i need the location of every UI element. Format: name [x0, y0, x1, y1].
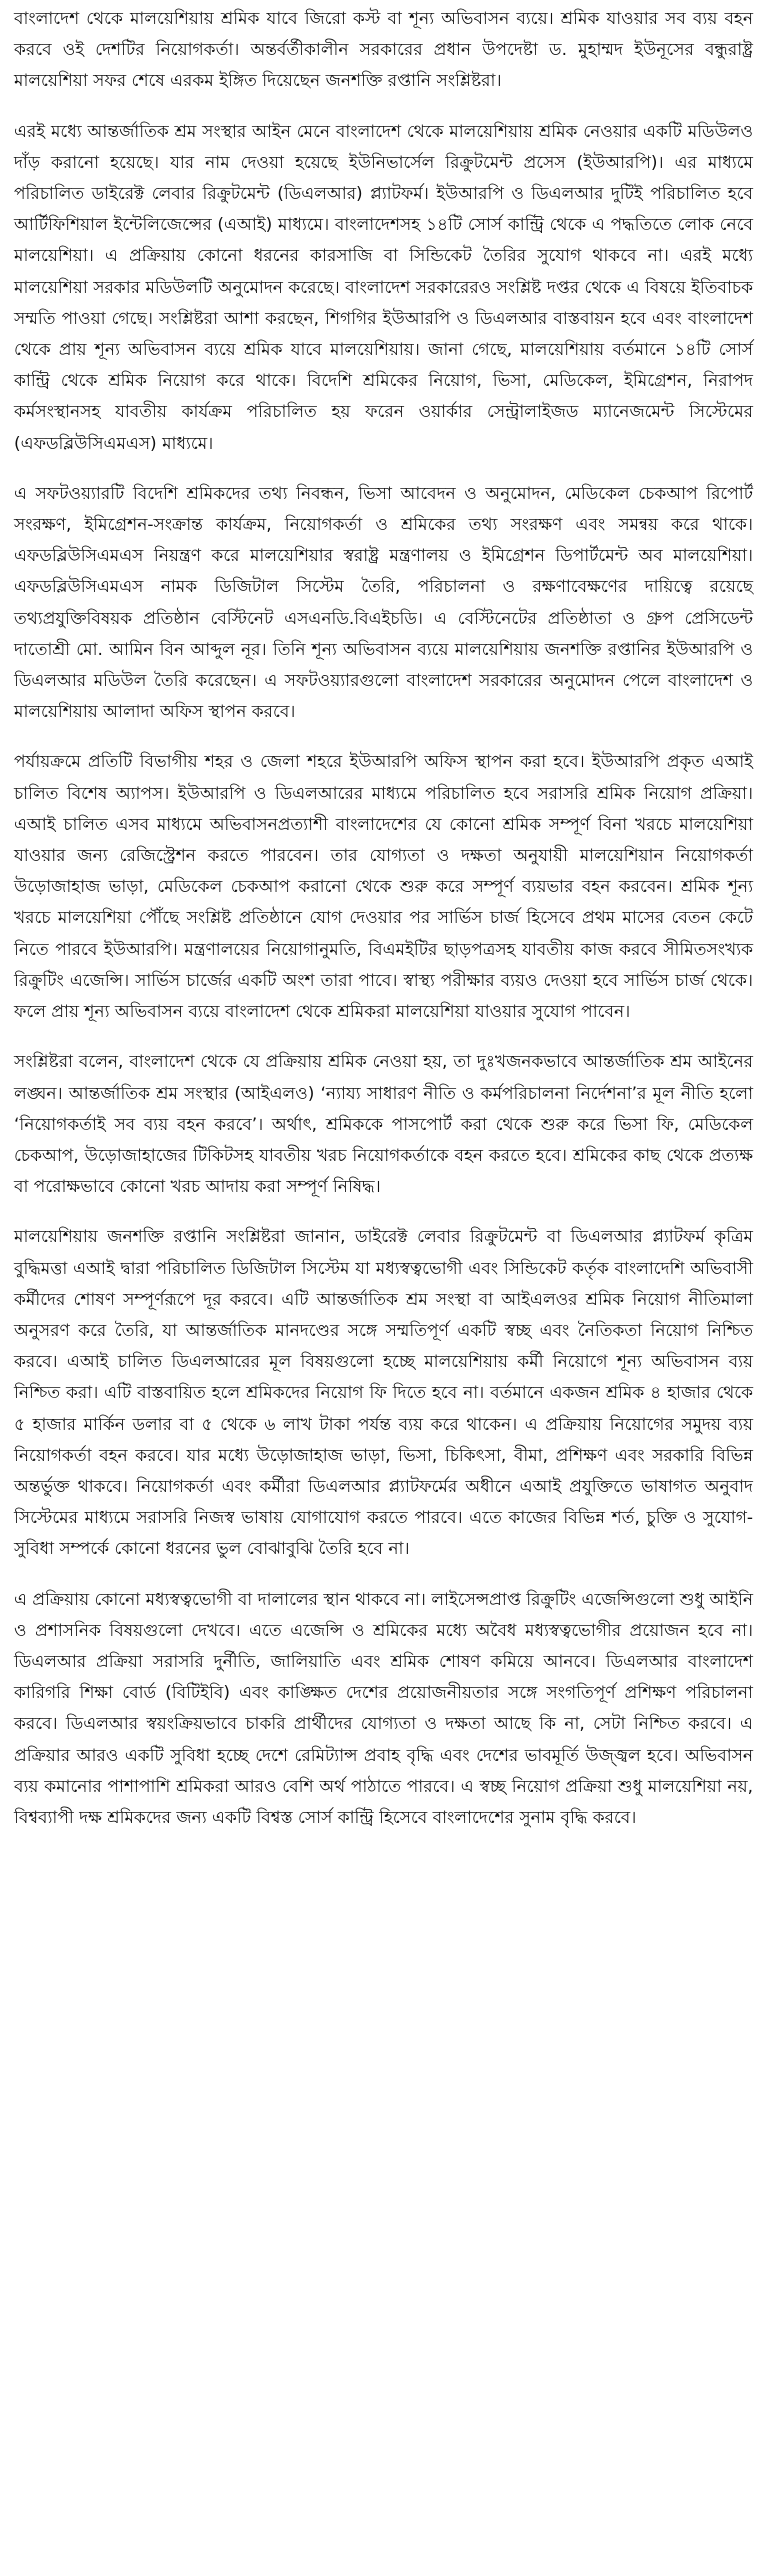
paragraph-2: এরই মধ্যে আন্তর্জাতিক শ্রম সংস্থার আইন মেনে বাংলাদেশ থেকে মালয়েশিয়ায় শ্রমিক নেওয়ার একটি মডিউলও দাঁড় করানো হয়েছে। যার নাম দেওয়া হয়েছে ইউনিভার্সেল রিক্রুটমেন্ট প্রসেস (ইউআরপি)। এর মাধ্যমে পরিচালিত ডাইরেক্ট লেবার রিক্রুটমেন্ট (ডিএলআর) প্ল্যাটফর্ম। ইউআরপি ও ডিএলআর দুটিই পরিচালিত হবে আর্টিফিশিয়াল ইন্টেলিজেন্সের (এআই) মাধ্যমে। বাংলাদেশসহ ১৪টি সোর্স কান্ট্রি থেকে এ পদ্ধতিতে লোক নেবে মালয়েশিয়া। এ প্রক্রিয়ায় কোনো ধরনের কারসাজি বা সিন্ডিকেট তৈরির সুযোগ থাকবে না। এরই মধ্যে মালয়েশিয়া সরকার মডিউলটি অনুমোদন করেছে। বাংলাদেশ সরকারেরও সংশ্লিষ্ট দপ্তর থেকে এ বিষয়ে ইতিবাচক সম্মতি পাওয়া গেছে। সংশ্লিষ্টরা আশা করছেন, শিগগির ইউআরপি ও ডিএলআর বাস্তবায়ন হবে এবং বাংলাদেশ থেকে প্রায় শূন্য অভিবাসন ব্যয়ে শ্রমিক যাবে মালয়েশিয়ায়। জানা গেছে, মালয়েশিয়ায় বর্তমানে ১৪টি সোর্স কান্ট্রি থেকে শ্রমিক নিয়োগ করে থাকে। বিদেশি শ্রমিকের নিয়োগ, ভিসা, মেডিকেল, ইমিগ্রেশন, নিরাপদ কর্মসংস্থানসহ যাবতীয় কার্যক্রম পরিচালিত হয় ফরেন ওয়ার্কার সেন্ট্রালাইজড ম্যানেজমেন্ট সিস্টেমের (এফডব্লিউসিএমএস) মাধ্যমে।: [14, 121, 753, 454]
paragraph-5: সংশ্লিষ্টরা বলেন, বাংলাদেশ থেকে যে প্রক্রিয়ায় শ্রমিক নেওয়া হয়, তা দুঃখজনকভাবে আন্তর্জাতিক শ্রম আইনের লঙ্ঘন। আন্তর্জাতিক শ্রম সংস্থার (আইএলও) ‘ন্যায্য সাধারণ নীতি ও কর্মপরিচালনা নির্দেশনা’র মূল নীতি হলো ‘নিয়োগকর্তাই সব ব্যয় বহন করবে’। অর্থাৎ, শ্রমিককে পাসপোর্ট করা থেকে শুরু করে ভিসা ফি, মেডিকেল চেকআপ, উড়োজাহাজের টিকিটসহ যাবতীয় খরচ নিয়োগকর্তাকে বহন করতে হবে। শ্রমিকের কাছ থেকে প্রত্যক্ষ বা পরোক্ষভাবে কোনো খরচ আদায় করা সম্পূর্ণ নিষিদ্ধ।: [14, 1052, 753, 1198]
paragraph-3: এ সফটওয়্যারটি বিদেশি শ্রমিকদের তথ্য নিবন্ধন, ভিসা আবেদন ও অনুমোদন, মেডিকেল চেকআপ রিপোর্ট সংরক্ষণ, ইমিগ্রেশন-সংক্রান্ত কার্যক্রম, নিয়োগকর্তা ও শ্রমিকের তথ্য সংরক্ষণ এবং সমন্বয় করে থাকে। এফডব্লিউসিএমএস নিয়ন্ত্রণ করে মালয়েশিয়ার স্বরাষ্ট্র মন্ত্রণালয় ও ইমিগ্রেশন ডিপার্টমেন্ট অব মালয়েশিয়া। এফডব্লিউসিএমএস নামক ডিজিটাল সিস্টেম তৈরি, পরিচালনা ও রক্ষণাবেক্ষণের দায়িত্বে রয়েছে তথ্যপ্রযুক্তিবিষয়ক প্রতিষ্ঠান বেস্টিনেট এসএনডি.বিএইচডি। এ বেস্টিনেটের প্রতিষ্ঠাতা ও গ্রুপ প্রেসিডেন্ট দাতোশ্রী মো. আমিন বিন আব্দুল নূর। তিনি শূন্য অভিবাসন ব্যয়ে মালয়েশিয়ায় জনশক্তি রপ্তানির ইউআরপি ও ডিএলআর মডিউল তৈরি করেছেন। এ সফটওয়্যারগুলো বাংলাদেশ সরকারের অনুমোদন পেলে বাংলাদেশ ও মালয়েশিয়ায় আলাদা অফিস স্থাপন করবে।: [14, 483, 753, 723]
paragraph-6: মালয়েশিয়ায় জনশক্তি রপ্তানি সংশ্লিষ্টরা জানান, ডাইরেক্ট লেবার রিক্রুটমেন্ট বা ডিএলআর প্ল্যাটফর্ম কৃত্রিম বুদ্ধিমত্তা এআই দ্বারা পরিচালিত ডিজিটাল সিস্টেম যা মধ্যস্বত্বভোগী এবং সিন্ডিকেট কর্তৃক বাংলাদেশি অভিবাসী কর্মীদের শোষণ সম্পূর্ণরূপে দূর করবে। এটি আন্তর্জাতিক শ্রম সংস্থা বা আইএলওর শ্রমিক নিয়োগ নীতিমালা অনুসরণ করে তৈরি, যা আন্তর্জাতিক মানদণ্ডের সঙ্গে সম্মতিপূর্ণ একটি স্বচ্ছ এবং নৈতিকতা নিয়োগ নিশ্চিত করবে। এআই চালিত ডিএলআরের মূল বিষয়গুলো হচ্ছে মালয়েশিয়ায় কর্মী নিয়োগে শূন্য অভিবাসন ব্যয় নিশ্চিত করা। এটি বাস্তবায়িত হলে শ্রমিকদের নিয়োগ ফি দিতে হবে না। বর্তমানে একজন শ্রমিক ৪ হাজার থেকে ৫ হাজার মার্কিন ডলার বা ৫ থেকে ৬ লাখ টাকা পর্যন্ত ব্যয় করে থাকেন। এ প্রক্রিয়ায় নিয়োগের সমুদয় ব্যয় নিয়োগকর্তা বহন করবে। যার মধ্যে উড়োজাহাজ ভাড়া, ভিসা, চিকিৎসা, বীমা, প্রশিক্ষণ এবং সরকারি বিভিন্ন অন্তর্ভুক্ত থাকবে। নিয়োগকর্তা এবং কর্মীরা ডিএলআর প্ল্যাটফর্মের অধীনে এআই প্রযুক্তিতে ভাষাগত অনুবাদ সিস্টেমের মাধ্যমে সরাসরি নিজস্ব ভাষায় যোগাযোগ করতে পারবে। এতে কাজের বিভিন্ন শর্ত, চুক্তি ও সুযোগ-সুবিধা সম্পর্কে কোনো ধরনের ভুল বোঝাবুঝি তৈরি হবে না।: [14, 1227, 753, 1560]
paragraph-4: পর্যায়ক্রমে প্রতিটি বিভাগীয় শহর ও জেলা শহরে ইউআরপি অফিস স্থাপন করা হবে। ইউআরপি প্রকৃত এআই চালিত বিশেষ অ্যাপস। ইউআরপি ও ডিএলআরের মাধ্যমে পরিচালিত হবে সরাসরি শ্রমিক নিয়োগ প্রক্রিয়া। এআই চালিত এসব মাধ্যমে অভিবাসনপ্রত্যাশী বাংলাদেশের যে কোনো শ্রমিক সম্পূর্ণ বিনা খরচে মালয়েশিয়া যাওয়ার জন্য রেজিস্ট্রেশন করতে পারবেন। তার যোগ্যতা ও দক্ষতা অনুযায়ী মালয়েশিয়ান নিয়োগকর্তা উড়োজাহাজ ভাড়া, মেডিকেল চেকআপ করানো থেকে শুরু করে সম্পূর্ণ ব্যয়ভার বহন করবেন। শ্রমিক শূন্য খরচে মালয়েশিয়া পৌঁছে সংশ্লিষ্ট প্রতিষ্ঠানে যোগ দেওয়ার পর সার্ভিস চার্জ হিসেবে প্রথম মাসের বেতন কেটে নিতে পারবে ইউআরপি। মন্ত্রণালয়ের নিয়োগানুমতি, বিএমইটির ছাড়পত্রসহ যাবতীয় কাজ করবে সীমিতসংখ্যক রিক্রুটিং এজেন্সি। সার্ভিস চার্জের একটি অংশ তারা পাবে। স্বাস্থ্য পরীক্ষার ব্যয়ও দেওয়া হবে সার্ভিস চার্জ থেকে। ফলে প্রায় শূন্য অভিবাসন ব্যয়ে বাংলাদেশ থেকে শ্রমিকরা মালয়েশিয়া যাওয়ার সুযোগ পাবেন।: [14, 752, 753, 1023]
paragraph-7: এ প্রক্রিয়ায় কোনো মধ্যস্বত্বভোগী বা দালালের স্থান থাকবে না। লাইসেন্সপ্রাপ্ত রিক্রুটিং এজেন্সিগুলো শুধু আইনি ও প্রশাসনিক বিষয়গুলো দেখবে। এতে এজেন্সি ও শ্রমিকের মধ্যে অবৈধ মধ্যস্বত্বভোগীর প্রয়োজন হবে না। ডিএলআর প্রক্রিয়া সরাসরি দুর্নীতি, জালিয়াতি এবং শ্রমিক শোষণ কমিয়ে আনবে। ডিএলআর বাংলাদেশ কারিগরি শিক্ষা বোর্ড (বিটিইবি) এবং কাঙ্ক্ষিত দেশের প্রয়োজনীয়তার সঙ্গে সংগতিপূর্ণ প্রশিক্ষণ পরিচালনা করবে। ডিএলআর স্বয়ংক্রিয়ভাবে চাকরি প্রার্থীদের যোগ্যতা ও দক্ষতা আছে কি না, সেটা নিশ্চিত করবে। এ প্রক্রিয়ার আরও একটি সুবিধা হচ্ছে দেশে রেমিট্যান্স প্রবাহ বৃদ্ধি এবং দেশের ভাবমূর্তি উজ্জ্বল হবে। অভিবাসন ব্যয় কমানোর পাশাপাশি শ্রমিকরা আরও বেশি অর্থ পাঠাতে পারবে। এ স্বচ্ছ নিয়োগ প্রক্রিয়া শুধু মালয়েশিয়া নয়, বিশ্বব্যাপী দক্ষ শ্রমিকদের জন্য একটি বিশ্বস্ত সোর্স কান্ট্রি হিসেবে বাংলাদেশের সুনাম বৃদ্ধি করবে।: [14, 1589, 753, 1828]
paragraph-1: বাংলাদেশ থেকে মালয়েশিয়ায় শ্রমিক যাবে জিরো কস্ট বা শূন্য অভিবাসন ব্যয়ে। শ্রমিক যাওয়ার সব ব্যয় বহন করবে ওই দেশটির নিয়োগকর্তা। অন্তর্বর্তীকালীন সরকারের প্রধান উপদেষ্টা ড. মুহাম্মদ ইউনূসের বন্ধুরাষ্ট্র মালয়েশিয়া সফর শেষে এরকম ইঙ্গিত দিয়েছেন জনশক্তি রপ্তানি সংশ্লিষ্টরা।: [14, 9, 753, 92]
